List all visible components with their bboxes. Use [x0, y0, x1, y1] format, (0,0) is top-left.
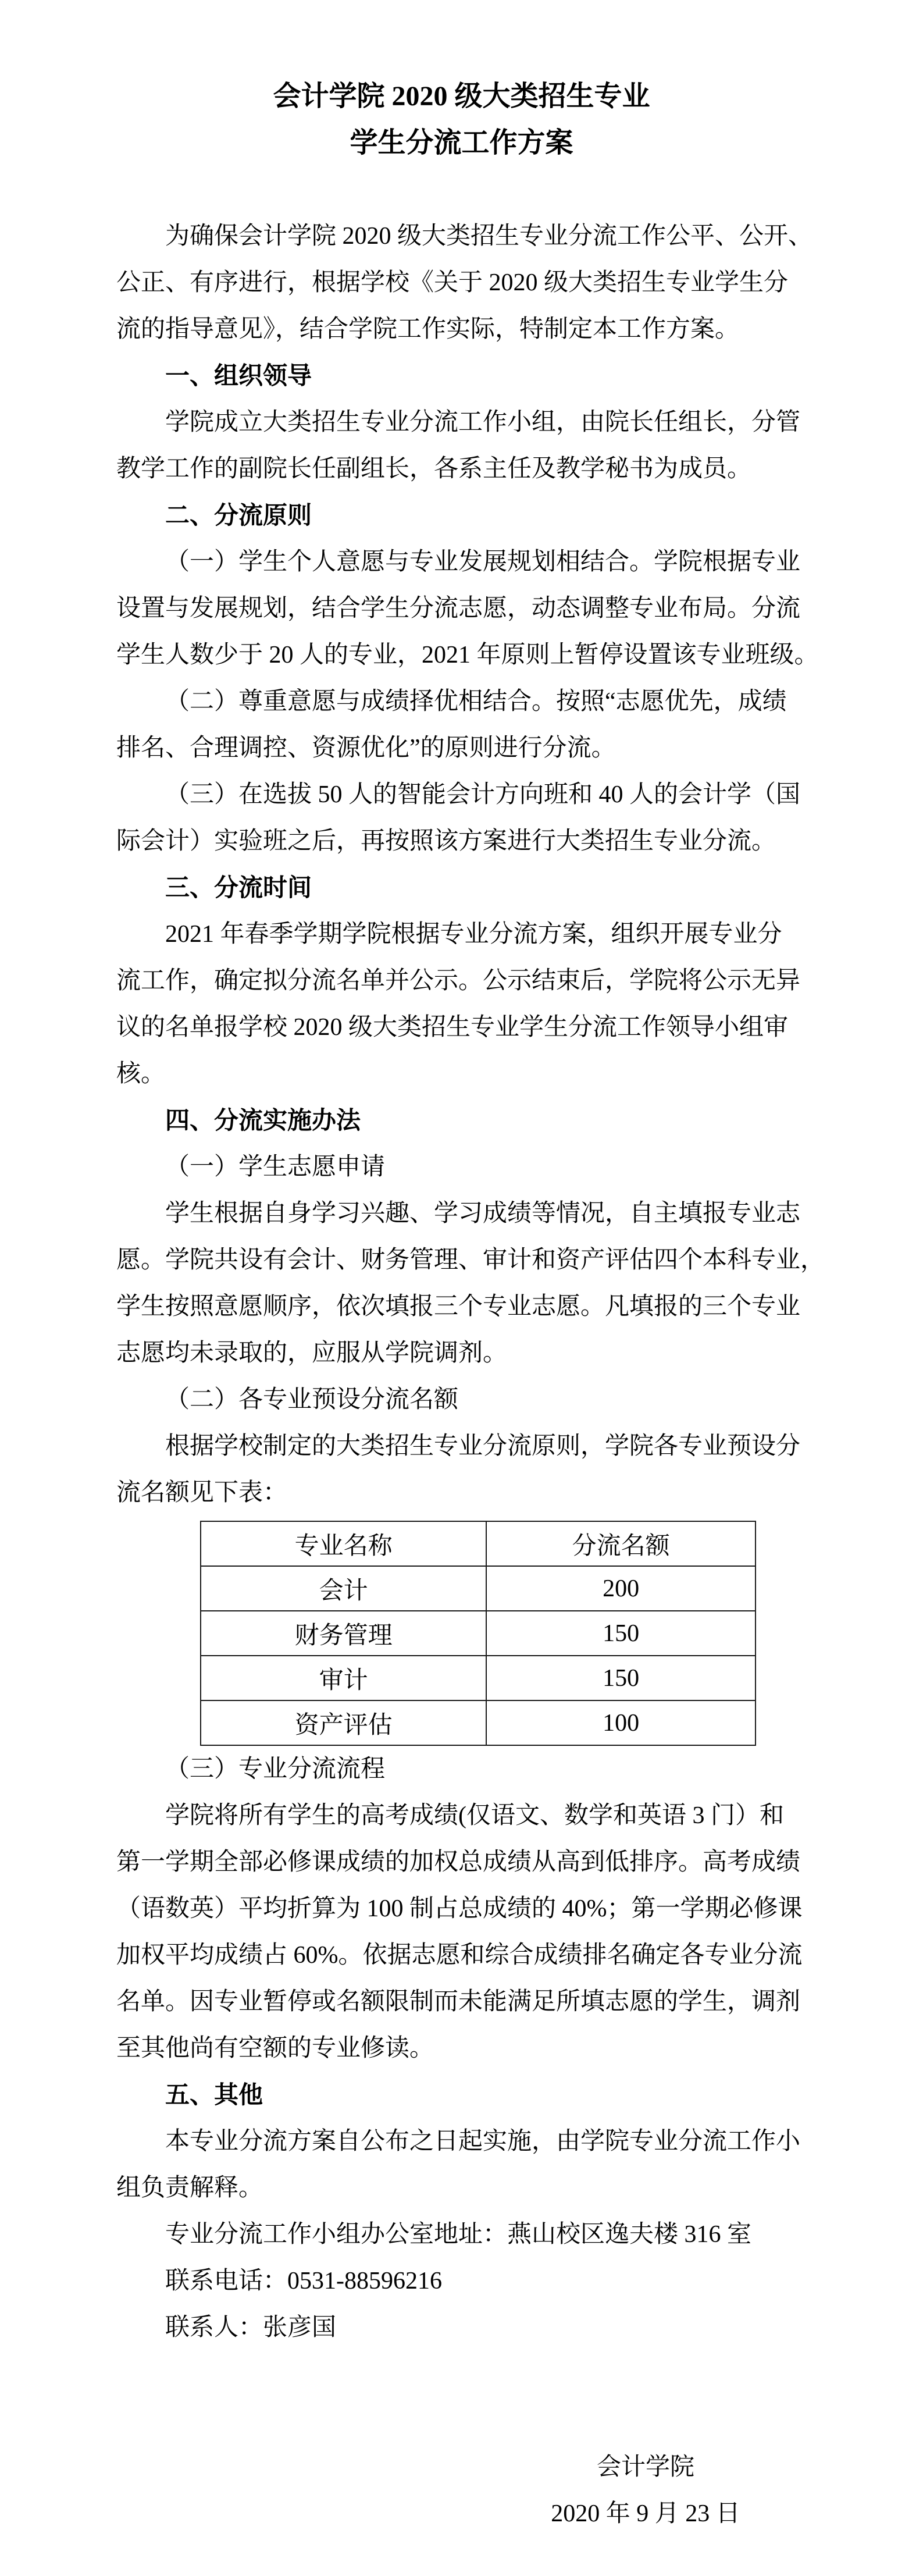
table-cell-quota: 150	[486, 1656, 755, 1700]
table-header-row	[201, 1521, 755, 1566]
table-cell-major: 会计	[201, 1566, 486, 1611]
table-cell-major: 审计	[201, 1656, 486, 1700]
quota-table	[200, 1521, 756, 1746]
spacer	[116, 166, 807, 213]
subsection-heading: （一）学生志愿申请	[165, 1154, 386, 1180]
text-line: 本专业分流方案自公布之日起实施，由学院专业分流工作小	[165, 2128, 801, 2155]
text-line: 际会计）实验班之后，再按照该方案进行大类招生专业分流。	[116, 828, 776, 855]
text-line: 学生根据自身学习兴趣、学习成绩等情况，自主填报专业志	[165, 1200, 801, 1227]
closing-block	[483, 2444, 808, 2537]
subsection-heading: （二）各专业预设分流名额	[165, 1386, 459, 1413]
text-line: 学生人数少于 20 人的专业，2021 年原则上暂停设置该专业班级。	[116, 642, 819, 668]
document-title-line-2: 学生分流工作方案	[350, 127, 573, 158]
date: 2020 年 9 月 23 日	[551, 2500, 740, 2527]
table-cell-quota: 100	[486, 1700, 755, 1745]
subsection-heading: （三）专业分流流程	[165, 1756, 386, 1782]
text-line: 学院将所有学生的高考成绩(仅语文、数学和英语 3 门）和	[165, 1802, 784, 1829]
text-line: 议的名单报学校 2020 级大类招生专业学生分流工作领导小组审	[116, 1014, 789, 1041]
text-line: 排名、合理调控、资源优化”的原则进行分流。	[116, 735, 616, 762]
table-row	[201, 1656, 755, 1700]
text-line: 愿。学院共设有会计、财务管理、审计和资产评估四个本科专业，	[116, 1247, 825, 1273]
intro-line: 公正、有序进行，根据学校《关于 2020 级大类招生专业学生分	[116, 269, 789, 296]
text-line: 加权平均成绩占 60%。依据志愿和综合成绩排名确定各专业分流	[116, 1942, 803, 1969]
table-cell-major: 财务管理	[201, 1611, 486, 1656]
text-line: （语数英）平均折算为 100 制占总成绩的 40%；第一学期必修课	[116, 1895, 803, 1922]
signature: 会计学院	[596, 2454, 694, 2481]
contact-address-line: 专业分流工作小组办公室地址：燕山校区逸夫楼 316 室	[165, 2221, 752, 2248]
text-line: （三）在选拔 50 人的智能会计方向班和 40 人的会计学（国	[165, 781, 801, 808]
section-heading-5: 五、其他	[165, 2081, 263, 2108]
contact-person-line: 联系人：张彦国	[165, 2314, 337, 2341]
text-line: 至其他尚有空额的专业修读。	[116, 2035, 434, 2062]
document-title-line-1: 会计学院 2020 级大类招生专业	[273, 81, 650, 112]
section-heading-1: 一、组织领导	[165, 362, 312, 389]
text-line: 名单。因专业暂停或名额限制而未能满足所填志愿的学生，调剂	[116, 1988, 801, 2015]
text-line: 志愿均未录取的，应服从学院调剂。	[116, 1340, 508, 1367]
text-line: 学生按照意愿顺序，依次填报三个专业志愿。凡填报的三个专业	[116, 1293, 801, 1320]
section-heading-2: 二、分流原则	[165, 501, 312, 529]
text-line: 设置与发展规划，结合学生分流志愿，动态调整专业布局。分流	[116, 595, 801, 622]
intro-line: 流的指导意见》，结合学院工作实际，特制定本工作方案。	[116, 316, 740, 343]
intro-line: 为确保会计学院 2020 级大类招生专业分流工作公平、公开、	[165, 223, 813, 250]
section-heading-3: 三、分流时间	[165, 874, 312, 901]
text-line: 组负责解释。	[116, 2175, 263, 2201]
table-header-major: 专业名称	[201, 1521, 486, 1566]
text-line: 核。	[116, 1061, 166, 1087]
table-header-quota: 分流名额	[486, 1521, 755, 1566]
table-cell-quota: 150	[486, 1611, 755, 1656]
text-line: （一）学生个人意愿与专业发展规划相结合。学院根据专业	[165, 549, 801, 575]
table-row	[201, 1611, 755, 1656]
text-line: （二）尊重意愿与成绩择优相结合。按照“志愿优先，成绩	[165, 688, 787, 715]
text-line: 学院成立大类招生专业分流工作小组，由院长任组长，分管	[165, 409, 801, 436]
text-line: 流工作，确定拟分流名单并公示。公示结束后，学院将公示无异	[116, 967, 801, 994]
table-cell-major: 资产评估	[201, 1700, 486, 1745]
text-line: 2021 年春季学期学院根据专业分流方案，组织开展专业分	[165, 921, 782, 948]
table-row	[201, 1566, 755, 1611]
text-line: 流名额见下表：	[116, 1479, 288, 1506]
contact-phone-line: 联系电话：0531-88596216	[165, 2268, 442, 2294]
text-line: 教学工作的副院长任副组长，各系主任及教学秘书为成员。	[116, 456, 752, 482]
text-line: 第一学期全部必修课成绩的加权总成绩从高到低排序。高考成绩	[116, 1849, 801, 1876]
section-heading-4: 四、分流实施办法	[165, 1106, 361, 1134]
text-line: 根据学校制定的大类招生专业分流原则，学院各专业预设分	[165, 1433, 801, 1460]
table-cell-quota: 200	[486, 1566, 755, 1611]
table-row	[201, 1700, 755, 1745]
